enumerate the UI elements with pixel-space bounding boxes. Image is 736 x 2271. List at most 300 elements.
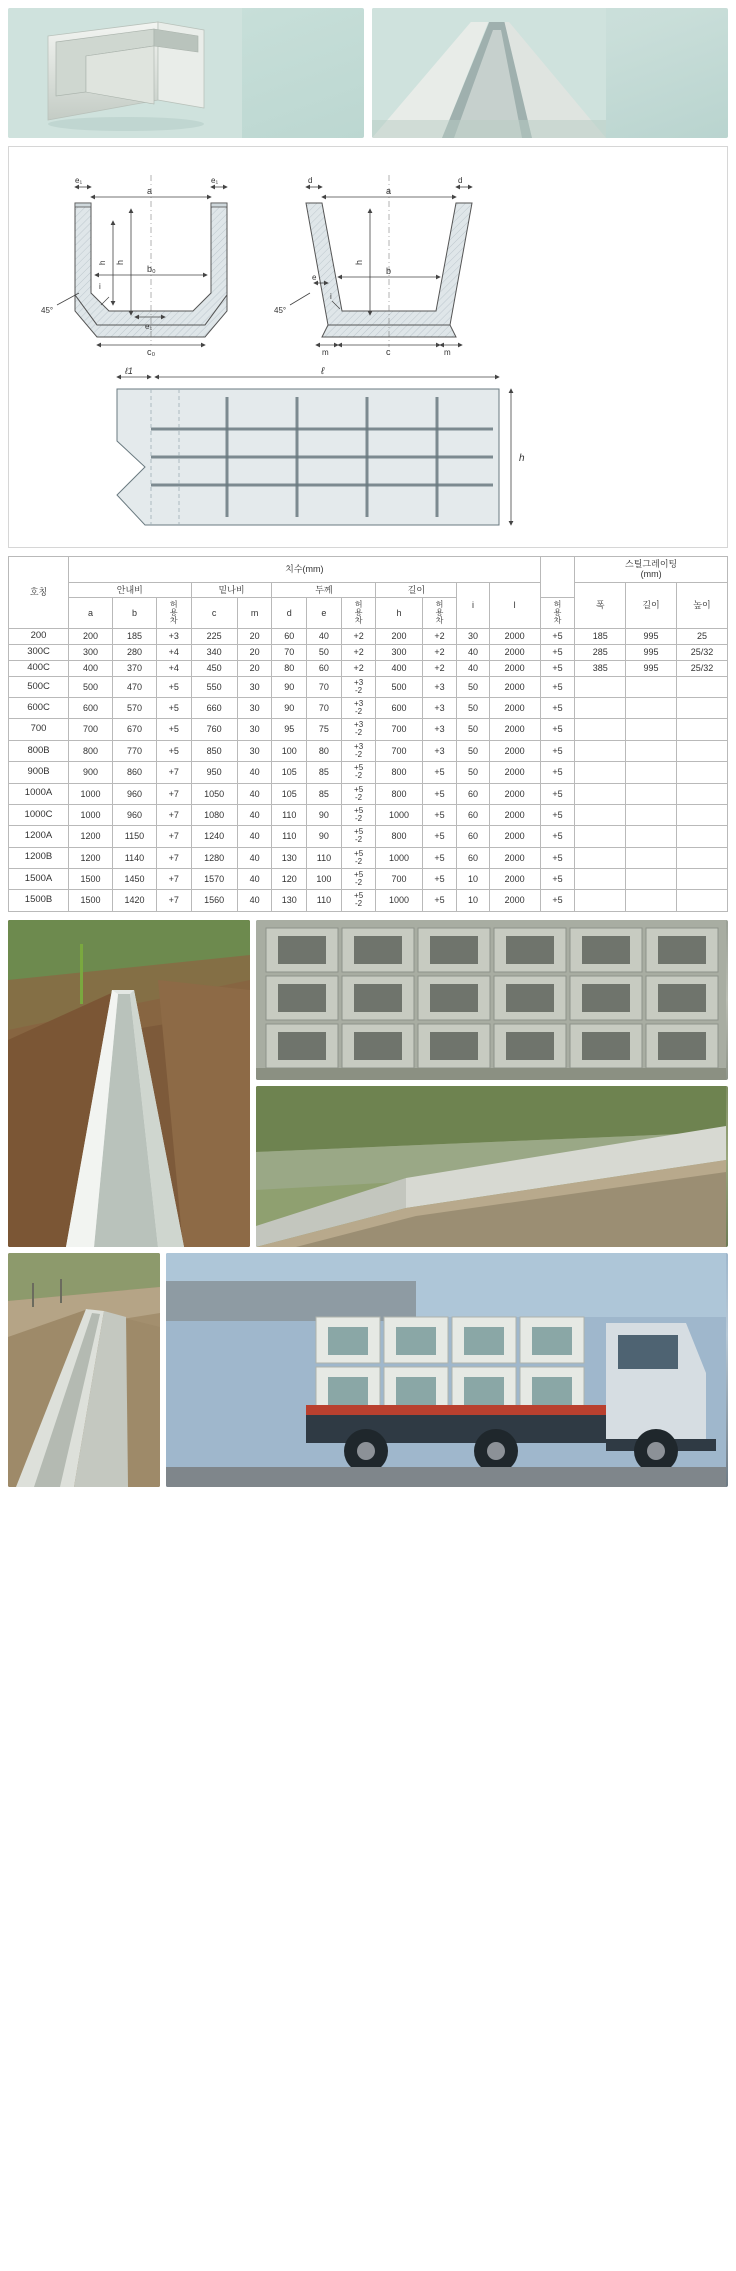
cell-e: 110 (307, 847, 342, 868)
cell-m: 40 (237, 804, 272, 825)
cell-a: 600 (69, 698, 113, 719)
tol-h: +3 (422, 719, 457, 740)
cell-m: 40 (237, 826, 272, 847)
cell-a: 1000 (69, 804, 113, 825)
tol-de: +2 (341, 644, 376, 660)
cell-a: 1200 (69, 847, 113, 868)
cell-grating-length (626, 676, 677, 697)
cell-name: 1500A (9, 868, 69, 889)
cell-l: 2000 (489, 740, 540, 761)
cell-name: 800B (9, 740, 69, 761)
cell-a: 200 (69, 629, 113, 645)
cell-name: 1200B (9, 847, 69, 868)
cell-e: 110 (307, 890, 342, 911)
cell-i: 10 (457, 868, 489, 889)
cell-e: 80 (307, 740, 342, 761)
cell-l: 2000 (489, 783, 540, 804)
cell-m: 20 (237, 629, 272, 645)
tol-de: +2 (341, 629, 376, 645)
cell-c: 1570 (191, 868, 237, 889)
svg-text:h: h (98, 260, 107, 265)
cell-c: 660 (191, 698, 237, 719)
cell-m: 40 (237, 847, 272, 868)
cell-grating-height (676, 698, 727, 719)
cell-grating-height: 25/32 (676, 660, 727, 676)
cell-e: 60 (307, 660, 342, 676)
photo-trench-installation (8, 920, 250, 1247)
cell-h: 800 (376, 826, 422, 847)
tol-l: +5 (540, 890, 575, 911)
th-inner-width: 안내비 (69, 582, 191, 597)
cell-d: 130 (272, 847, 307, 868)
tol-ab: +5 (156, 740, 191, 761)
cell-e: 70 (307, 698, 342, 719)
cell-a: 700 (69, 719, 113, 740)
tol-de: +5 -2 (341, 868, 376, 889)
cell-e: 90 (307, 804, 342, 825)
cell-c: 1080 (191, 804, 237, 825)
plan-view (117, 366, 525, 525)
photo-precast-u-channel (8, 8, 364, 138)
tol-h: +2 (422, 629, 457, 645)
truck-load-illustration (166, 1253, 726, 1487)
tol-l: +5 (540, 660, 575, 676)
cell-h: 300 (376, 644, 422, 660)
cell-e: 90 (307, 826, 342, 847)
table-row (9, 740, 728, 761)
cell-grating-length (626, 804, 677, 825)
svg-text:b₀: b₀ (147, 264, 156, 274)
th-b: b (113, 598, 157, 629)
cell-i: 50 (457, 719, 489, 740)
tol-h: +5 (422, 890, 457, 911)
cell-a: 900 (69, 762, 113, 783)
tol-de: +3 -2 (341, 698, 376, 719)
cell-m: 20 (237, 660, 272, 676)
left-cross-section (41, 175, 227, 357)
cell-grating-width: 185 (575, 629, 626, 645)
th-tol-de: 허 용 차 (341, 598, 376, 629)
cell-b: 1140 (113, 847, 157, 868)
cell-d: 90 (272, 698, 307, 719)
table-row (9, 676, 728, 697)
svg-text:45°: 45° (274, 306, 287, 315)
cell-i: 60 (457, 804, 489, 825)
table-row (9, 847, 728, 868)
cell-m: 40 (237, 890, 272, 911)
cell-name: 600C (9, 698, 69, 719)
cell-e: 40 (307, 629, 342, 645)
cell-l: 2000 (489, 826, 540, 847)
roadside-channel-illustration (256, 1086, 726, 1247)
cell-m: 30 (237, 740, 272, 761)
cell-d: 60 (272, 629, 307, 645)
cell-d: 110 (272, 804, 307, 825)
svg-text:m: m (444, 348, 451, 357)
cell-d: 130 (272, 890, 307, 911)
tol-ab: +7 (156, 762, 191, 783)
cell-a: 1200 (69, 826, 113, 847)
photo-truck-load (166, 1253, 728, 1487)
grating-label-2: (mm) (640, 569, 662, 580)
svg-text:i: i (330, 292, 332, 301)
cell-name: 200 (9, 629, 69, 645)
th-d: d (272, 598, 307, 629)
svg-text:d: d (308, 176, 313, 185)
svg-text:ℓ: ℓ (321, 366, 325, 377)
tol-ab: +5 (156, 698, 191, 719)
photo-stacked-culverts (256, 920, 728, 1080)
cell-a: 1000 (69, 783, 113, 804)
tol-de: +3 -2 (341, 719, 376, 740)
table-header-row-1 (9, 557, 728, 583)
tol-l: +5 (540, 804, 575, 825)
cell-b: 470 (113, 676, 157, 697)
cell-grating-height (676, 740, 727, 761)
cell-e: 85 (307, 762, 342, 783)
cell-b: 960 (113, 783, 157, 804)
svg-text:h: h (354, 259, 364, 265)
cell-c: 850 (191, 740, 237, 761)
cell-grating-height (676, 868, 727, 889)
tol-ab: +5 (156, 676, 191, 697)
cell-grating-length (626, 868, 677, 889)
cell-i: 60 (457, 783, 489, 804)
cell-d: 110 (272, 826, 307, 847)
tol-l: +5 (540, 868, 575, 889)
svg-text:m: m (322, 348, 329, 357)
tol-l: +5 (540, 762, 575, 783)
cell-h: 500 (376, 676, 422, 697)
cell-grating-height (676, 847, 727, 868)
cell-grating-width (575, 698, 626, 719)
stacked-culverts-illustration (256, 920, 726, 1080)
cell-grating-width (575, 847, 626, 868)
cell-grating-width: 385 (575, 660, 626, 676)
cell-grating-length: 995 (626, 660, 677, 676)
cell-c: 760 (191, 719, 237, 740)
svg-text:b: b (386, 266, 392, 276)
svg-text:e: e (312, 273, 317, 282)
svg-text:c: c (386, 347, 391, 357)
tol-de: +5 -2 (341, 847, 376, 868)
tol-de: +5 -2 (341, 762, 376, 783)
spec-table-wrapper (8, 556, 728, 912)
cell-name: 900B (9, 762, 69, 783)
cell-i: 50 (457, 762, 489, 783)
tol-de: +5 -2 (341, 826, 376, 847)
installed-channel-illustration (372, 8, 606, 138)
cell-b: 1450 (113, 868, 157, 889)
table-row (9, 660, 728, 676)
cell-d: 95 (272, 719, 307, 740)
table-row (9, 826, 728, 847)
cell-i: 30 (457, 629, 489, 645)
cell-grating-width (575, 890, 626, 911)
cell-h: 800 (376, 762, 422, 783)
photo-grid-middle (0, 912, 736, 1247)
photo-curbed-channel (8, 1253, 160, 1487)
cell-l: 2000 (489, 660, 540, 676)
cell-h: 700 (376, 868, 422, 889)
cell-grating-length (626, 847, 677, 868)
th-h: h (376, 598, 422, 629)
cell-l: 2000 (489, 719, 540, 740)
tol-l: +5 (540, 740, 575, 761)
cell-grating-width (575, 868, 626, 889)
cell-grating-width (575, 804, 626, 825)
cell-c: 225 (191, 629, 237, 645)
photo-installed-channel (372, 8, 728, 138)
cell-h: 1000 (376, 847, 422, 868)
cell-h: 700 (376, 719, 422, 740)
tol-de: +2 (341, 660, 376, 676)
cell-d: 105 (272, 762, 307, 783)
cell-grating-length (626, 783, 677, 804)
cell-i: 60 (457, 847, 489, 868)
cell-m: 30 (237, 698, 272, 719)
svg-text:c₀: c₀ (147, 347, 156, 357)
cell-grating-length (626, 826, 677, 847)
cell-name: 1500B (9, 890, 69, 911)
tol-ab: +7 (156, 868, 191, 889)
cell-i: 60 (457, 826, 489, 847)
cell-grating-width (575, 826, 626, 847)
table-row (9, 629, 728, 645)
tol-h: +5 (422, 847, 457, 868)
tol-de: +5 -2 (341, 890, 376, 911)
cell-grating-width (575, 740, 626, 761)
spec-table (8, 556, 728, 912)
svg-text:h: h (519, 453, 525, 464)
cell-h: 600 (376, 698, 422, 719)
cell-b: 860 (113, 762, 157, 783)
tol-ab: +7 (156, 890, 191, 911)
cell-l: 2000 (489, 890, 540, 911)
cell-l: 2000 (489, 644, 540, 660)
tol-ab: +7 (156, 804, 191, 825)
tol-ab: +4 (156, 660, 191, 676)
cell-a: 400 (69, 660, 113, 676)
svg-text:ℓ1: ℓ1 (125, 366, 133, 376)
tol-ab: +7 (156, 847, 191, 868)
cell-i: 10 (457, 890, 489, 911)
cell-b: 670 (113, 719, 157, 740)
tol-ab: +7 (156, 783, 191, 804)
th-grating-group (575, 557, 728, 583)
cell-l: 2000 (489, 847, 540, 868)
table-header-row-2 (9, 582, 728, 597)
cell-m: 40 (237, 762, 272, 783)
tol-h: +5 (422, 783, 457, 804)
photo-column-left (8, 920, 250, 1247)
cell-d: 90 (272, 676, 307, 697)
cell-d: 100 (272, 740, 307, 761)
cell-l: 2000 (489, 698, 540, 719)
cell-m: 30 (237, 719, 272, 740)
table-row (9, 644, 728, 660)
cell-grating-height (676, 676, 727, 697)
cell-grating-length (626, 762, 677, 783)
cross-section-drawings (15, 153, 721, 541)
tol-l: +5 (540, 644, 575, 660)
u-channel-illustration (8, 8, 242, 138)
cell-b: 185 (113, 629, 157, 645)
cell-h: 400 (376, 660, 422, 676)
cell-a: 1500 (69, 890, 113, 911)
tol-h: +5 (422, 762, 457, 783)
tol-de: +5 -2 (341, 804, 376, 825)
tol-l: +5 (540, 676, 575, 697)
top-photo-row (0, 0, 736, 138)
cell-b: 1150 (113, 826, 157, 847)
cell-grating-length: 995 (626, 644, 677, 660)
table-row (9, 804, 728, 825)
tol-h: +3 (422, 698, 457, 719)
cell-l: 2000 (489, 762, 540, 783)
cell-l: 2000 (489, 868, 540, 889)
cell-m: 40 (237, 868, 272, 889)
cell-a: 500 (69, 676, 113, 697)
tol-de: +3 -2 (341, 676, 376, 697)
trench-illustration (8, 920, 250, 1247)
cell-a: 800 (69, 740, 113, 761)
cell-h: 200 (376, 629, 422, 645)
tol-l: +5 (540, 783, 575, 804)
th-tol-ab: 허 용 차 (156, 598, 191, 629)
th-size-group: 치수(mm) (69, 557, 541, 583)
curbed-channel-illustration (8, 1253, 160, 1487)
cell-h: 700 (376, 740, 422, 761)
th-bottom-width: 밑나비 (191, 582, 272, 597)
th-e: e (307, 598, 342, 629)
photo-grid-bottom (0, 1247, 736, 1495)
cell-b: 570 (113, 698, 157, 719)
cell-grating-length (626, 890, 677, 911)
cell-e: 70 (307, 676, 342, 697)
cell-m: 30 (237, 676, 272, 697)
tol-h: +3 (422, 740, 457, 761)
right-cross-section (274, 175, 472, 357)
cell-e: 75 (307, 719, 342, 740)
cell-grating-height (676, 804, 727, 825)
cell-l: 2000 (489, 629, 540, 645)
svg-text:e₁: e₁ (211, 176, 219, 185)
tol-h: +2 (422, 660, 457, 676)
th-tol-h: 허 용 차 (422, 598, 457, 629)
tol-l: +5 (540, 847, 575, 868)
table-body (9, 629, 728, 912)
cell-b: 960 (113, 804, 157, 825)
cell-d: 70 (272, 644, 307, 660)
th-grating-width: 폭 (575, 582, 626, 628)
svg-text:a: a (147, 186, 153, 196)
tol-de: +3 -2 (341, 740, 376, 761)
th-a: a (69, 598, 113, 629)
tol-ab: +7 (156, 826, 191, 847)
cell-m: 40 (237, 783, 272, 804)
tol-de: +5 -2 (341, 783, 376, 804)
cell-name: 400C (9, 660, 69, 676)
cell-c: 1560 (191, 890, 237, 911)
table-row (9, 890, 728, 911)
svg-text:i: i (99, 282, 101, 291)
svg-text:e₁: e₁ (75, 176, 83, 185)
cell-b: 1420 (113, 890, 157, 911)
svg-text:45°: 45° (41, 306, 54, 315)
th-c: c (191, 598, 237, 629)
th-grating-length: 길이 (626, 582, 677, 628)
th-grating-height: 높이 (676, 582, 727, 628)
cell-h: 1000 (376, 804, 422, 825)
tol-h: +2 (422, 644, 457, 660)
cell-name: 300C (9, 644, 69, 660)
th-length: 길이 (376, 582, 457, 597)
table-row (9, 719, 728, 740)
photo-roadside-channel (256, 1086, 728, 1247)
cell-c: 950 (191, 762, 237, 783)
cell-name: 500C (9, 676, 69, 697)
cell-c: 1240 (191, 826, 237, 847)
tol-h: +5 (422, 868, 457, 889)
cell-grating-width (575, 719, 626, 740)
cell-grating-width (575, 783, 626, 804)
cell-b: 770 (113, 740, 157, 761)
cell-c: 550 (191, 676, 237, 697)
cell-m: 20 (237, 644, 272, 660)
cell-d: 120 (272, 868, 307, 889)
grating-label-1: 스틸그레이팅 (625, 559, 678, 569)
cell-d: 80 (272, 660, 307, 676)
cell-i: 50 (457, 676, 489, 697)
tol-ab: +4 (156, 644, 191, 660)
cell-a: 1500 (69, 868, 113, 889)
cell-b: 280 (113, 644, 157, 660)
cell-name: 1200A (9, 826, 69, 847)
th-thickness: 두께 (272, 582, 376, 597)
svg-text:e₁: e₁ (145, 322, 153, 331)
cell-grating-height (676, 826, 727, 847)
cell-c: 1050 (191, 783, 237, 804)
cell-e: 100 (307, 868, 342, 889)
cell-name: 1000A (9, 783, 69, 804)
cell-grating-width (575, 676, 626, 697)
cell-grating-height: 25/32 (676, 644, 727, 660)
tol-ab: +3 (156, 629, 191, 645)
th-i: i (457, 582, 489, 628)
cell-h: 800 (376, 783, 422, 804)
engineering-drawing-panel (8, 146, 728, 548)
table-row (9, 698, 728, 719)
cell-name: 700 (9, 719, 69, 740)
cell-b: 370 (113, 660, 157, 676)
th-name: 호칭 (9, 557, 69, 629)
cell-grating-length (626, 698, 677, 719)
svg-text:a: a (386, 186, 392, 196)
cell-d: 105 (272, 783, 307, 804)
cell-c: 1280 (191, 847, 237, 868)
cell-h: 1000 (376, 890, 422, 911)
tol-h: +3 (422, 676, 457, 697)
cell-i: 40 (457, 644, 489, 660)
cell-grating-width (575, 762, 626, 783)
svg-text:d: d (458, 176, 463, 185)
tol-l: +5 (540, 719, 575, 740)
th-l: l (489, 582, 540, 628)
cell-grating-height (676, 719, 727, 740)
cell-grating-height (676, 890, 727, 911)
table-row (9, 783, 728, 804)
